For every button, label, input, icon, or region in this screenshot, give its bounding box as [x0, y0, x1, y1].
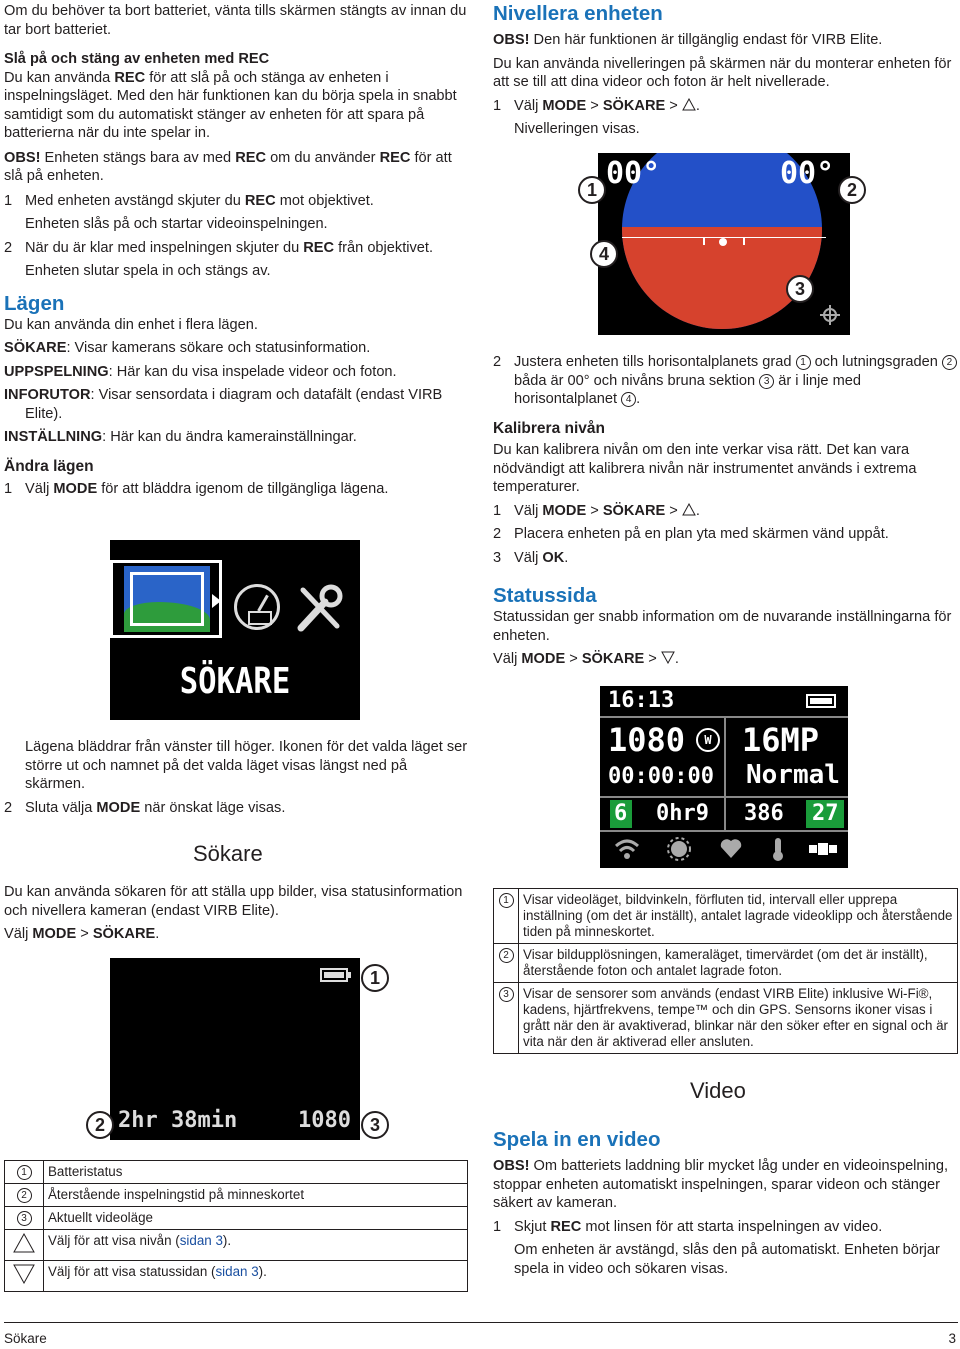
status-text: Statussidan ger snabb information om de nuvarande inställningarna för enheten.	[493, 609, 952, 644]
mode-uppspelning: UPPSPELNING: Här kan du visa inspelade videor och foton.	[4, 363, 397, 380]
heart-rate-icon	[718, 836, 744, 866]
rec-step-1: 1 Med enheten avstängd skjuter du REC mot objektivet.	[4, 192, 374, 209]
viewfinder-screen	[110, 958, 360, 1140]
gauge-icon	[234, 584, 280, 630]
mode-name-label: SÖKARE	[179, 661, 291, 702]
level-screen	[598, 153, 850, 335]
play-indicator-icon	[212, 594, 221, 608]
mode-sokare: SÖKARE: Visar kamerans sökare och statusinformation.	[4, 340, 371, 356]
callout-2: 2	[86, 1111, 114, 1139]
cadence-icon	[666, 836, 692, 868]
play-obs: OBS! Om batteriets laddning blir mycket låg under en videoinspelning, stoppar enheten automatiskt inspelningen, sparar videon och stänger säkert av kameran.	[493, 1158, 949, 1211]
viewfinder-legend-table	[4, 1160, 468, 1292]
table-row: Välj för att visa nivån (sidan 3).	[5, 1230, 468, 1261]
mode-screen	[110, 540, 360, 720]
wifi-icon	[614, 838, 640, 866]
level-step-1-result: Nivelleringen visas.	[514, 121, 640, 137]
level-step-2: 2 Justera enheten tills horisontalplanets grad 1 och lutningsgraden 2 båda är 00° och nivåns bruna sektion 3 är i linje med horisontalplanet 4 .	[493, 353, 957, 409]
callout-1: 1	[578, 176, 606, 204]
status-elapsed: 00:00:00	[608, 764, 714, 789]
rec-step-2-result: Enheten slutar spela in och stängs av.	[25, 263, 271, 279]
modes-intro: Du kan använda din enhet i flera lägen.	[4, 316, 258, 333]
page-link[interactable]: sidan 3	[215, 1264, 259, 1279]
video-title: Video	[690, 1078, 746, 1103]
status-heading: Statussida	[493, 584, 597, 607]
sokare-text: Du kan använda sökaren för att ställa upp bilder, visa statusinformation och nivellera kameran (endast VIRB Elite).	[4, 884, 463, 919]
callout-1: 1	[361, 964, 389, 992]
footer-page: 3	[948, 1331, 956, 1346]
table-row: 1 Batteristatus	[5, 1161, 468, 1184]
play-step-1-result: Om enheten är avstängd, slås den på automatiskt. Enheten börjar spela in video och sökaren visas.	[514, 1242, 940, 1277]
play-heading: Spela in en video	[493, 1128, 661, 1151]
status-time: 16:13	[608, 688, 675, 713]
status-legend-table	[493, 888, 958, 1054]
battery-icon	[806, 694, 836, 708]
modes-heading: Lägen	[4, 291, 65, 315]
play-step-1: 1 Skjut REC mot linsen för att starta inspelningen av video.	[493, 1218, 883, 1235]
intro-text: Om du behöver ta bort batteriet, vänta tills skärmen stängts av innan du tar bort batteriet.	[4, 3, 467, 38]
callout-4: 4	[590, 240, 618, 268]
level-center-dot	[719, 238, 727, 246]
cal-step-1: 1 Välj MODE > SÖKARE > .	[493, 502, 700, 519]
change-step-1: 1 Välj MODE för att bläddra igenom de tillgängliga lägena.	[4, 481, 389, 497]
callout-3: 3	[361, 1111, 389, 1139]
crosshair-icon	[820, 305, 840, 325]
triangle-up-icon	[682, 98, 696, 111]
status-photo-res: 16MP	[742, 721, 820, 759]
page-link[interactable]: sidan 3	[179, 1233, 223, 1248]
level-text: Du kan använda nivelleringen på skärmen när du monterar enheten för att se till att dina videor och foton är helt nivellerade.	[493, 55, 952, 90]
level-step-1: 1 Välj MODE > SÖKARE > .	[493, 97, 700, 114]
triangle-up-icon	[682, 503, 696, 516]
tempe-icon	[768, 836, 788, 868]
table-row: 3 Aktuellt videoläge	[5, 1207, 468, 1230]
triangle-up-icon	[13, 1233, 35, 1253]
rec-heading: Slå på och stäng av enheten med REC	[4, 51, 270, 67]
status-select: Välj MODE > SÖKARE > .	[493, 651, 679, 667]
wrench-icon	[295, 582, 345, 634]
level-obs: OBS! Den här funktionen är tillgänglig endast för VIRB Elite.	[493, 32, 883, 48]
table-row: 1 Visar videoläget, bildvinkeln, förfluten tid, intervall eller upprepa inställning (om det är inställt), antalet lagrade videoklipp och återstående tiden på minneskortet.	[494, 889, 958, 944]
footer-rule	[4, 1322, 958, 1323]
rec-step-1-result: Enheten slås på och startar videoinspelningen.	[25, 216, 328, 232]
obs-note: OBS! Enheten stängs bara av med REC om du använder REC för att slå på enheten.	[4, 149, 452, 184]
calibrate-text: Du kan kalibrera nivån om den inte verkar visa rätt. Det kan vara nödvändigt att kalibrera nivån när instrumentet används i extrema temperaturer.	[493, 442, 917, 495]
cal-step-3: 3 Välj OK.	[493, 549, 569, 566]
change-modes-heading: Ändra lägen	[4, 457, 94, 475]
rec-step-2: 2 När du är klar med inspelningen skjuter du REC från objektivet.	[4, 239, 434, 256]
video-mode: 1080	[298, 1108, 351, 1133]
rec-text: Du kan använda REC för att slå på och stänga av enheten i inspelningsläget. Med den här funktionen kan du börja spela in snabbt samtidigt som du automatiskt stänger av enheten för att spara på batterierna när du inte spelar in.	[4, 69, 457, 141]
calibrate-heading: Kalibrera nivån	[493, 419, 605, 437]
cal-step-2: 2 Placera enheten på en plan yta med skärmen vänd uppåt.	[493, 526, 889, 542]
horizon-degree: 00°	[606, 156, 661, 191]
level-heading: Nivellera enheten	[493, 2, 663, 25]
triangle-down-icon	[661, 651, 675, 664]
sokare-select: Välj MODE > SÖKARE.	[4, 926, 160, 942]
status-photos-left: 386	[744, 801, 784, 826]
status-screen	[600, 686, 848, 868]
table-row: 2 Visar bildupplösningen, kameraläget, timervärdet (om det är inställt), återstående foton och antalet lagrade foton.	[494, 944, 958, 983]
status-camera-mode: Normal	[746, 760, 840, 790]
sokare-title: Sökare	[193, 841, 263, 866]
status-video-res: 1080	[608, 721, 686, 759]
gps-icon	[808, 838, 838, 866]
change-step-1-result: Lägena bläddrar från vänster till höger. Ikonen för det valda läget ser större ut och namnet på det valda läget visas längst ned på skärmen.	[25, 739, 468, 792]
table-row: Välj för att visa statussidan (sidan 3).	[5, 1261, 468, 1292]
triangle-down-icon	[13, 1264, 35, 1284]
status-clips-count: 6	[614, 801, 628, 826]
battery-icon	[320, 968, 348, 982]
footer-section: Sökare	[4, 1331, 47, 1346]
remaining-time: 2hr 38min	[118, 1108, 238, 1133]
table-row: 3 Visar de sensorer som används (endast VIRB Elite) inklusive Wi-Fi®, kadens, hjärtfrekvens, tempe™ och din GPS. Sensorns ikoner visas i grått när den är avaktiverad, blinkar när den söker efter en signal och är vita när den är aktiverad eller ansluten.	[494, 983, 958, 1054]
status-wide-angle: W	[696, 728, 720, 752]
callout-3: 3	[786, 275, 814, 303]
tilt-degree: 00°	[780, 156, 835, 191]
status-photos-stored: 27	[812, 801, 839, 826]
table-row: 2 Återstående inspelningstid på minneskortet	[5, 1184, 468, 1207]
mode-inforutor: INFORUTOR: Visar sensordata i diagram och datafält (endast VIRB Elite).	[4, 387, 443, 422]
mode-installning: INSTÄLLNING: Här kan du ändra kamerainställningar.	[4, 429, 357, 445]
callout-2: 2	[838, 176, 866, 204]
change-step-2: 2 Sluta välja MODE när önskat läge visas.	[4, 799, 286, 816]
status-remaining: 0hr9	[656, 801, 709, 826]
